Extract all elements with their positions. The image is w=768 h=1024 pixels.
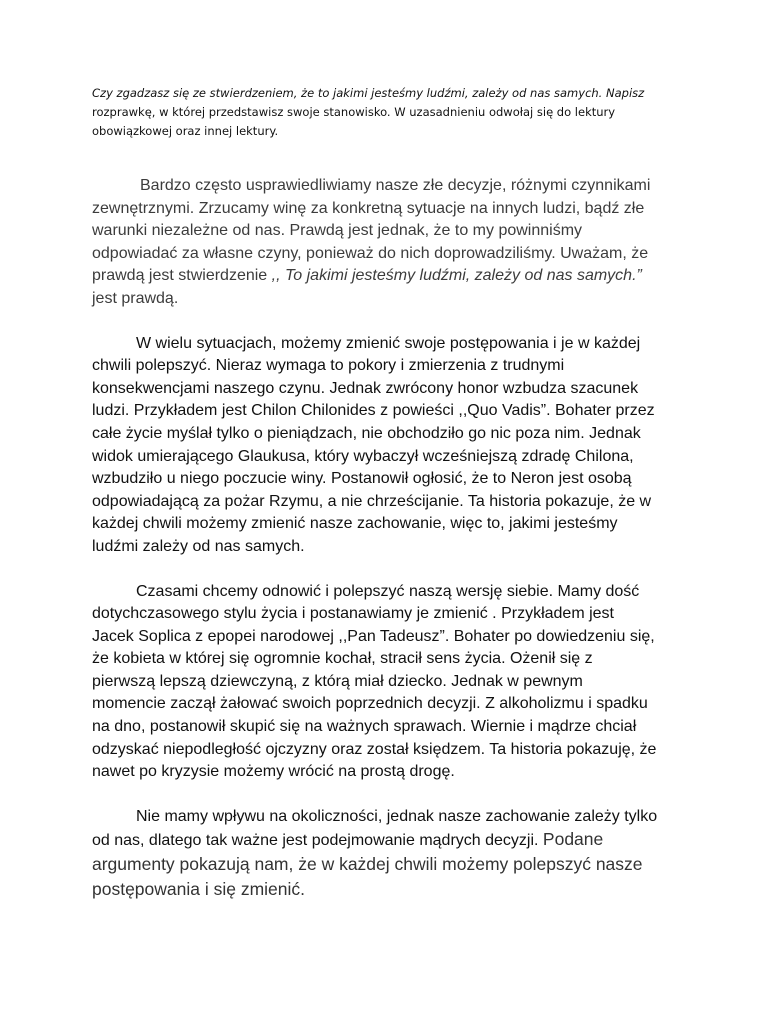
intro-text: Bardzo często usprawiedliwiamy nasze złe decyzje, różnymi czynnikami zewnętrznymi. Zrzucamy winę za konkretną sytuacje na innych ludzi, bądź złe warunki niezależne od nas. Prawdą jest jednak, że to my powinniśmy odpowiadać za własne czyny, ponieważ do nich doprowadziliśmy. Uważam, że prawdą jest stwierdzenie [92,177,651,285]
essay-body [92,175,658,902]
essay-prompt [92,84,658,141]
argument-1-text: W wielu sytuacjach, możemy zmienić swoje postępowania i je w każdej chwili polepszyć. Nieraz wymaga to pokory i zmierzenia z trudnymi konsekwencjami naszego czynu. Jednak zwrócony honor wzbudza szacunek ludzi. Przykładem jest Chilon Chilonides z powieści ,,Quo Vadis”. Bohater przez całe życie myślał tylko o pieniądzach, nie obchodziło go nic poza nim. Jednak widok umierającego Glaukusa, który wybaczył wcześniejszą zdradę Chilona, wzbudziło u niego poczucie winy. Postanowił ogłosić, że to Neron jest osobą odpowiadającą za pożar Rzymu, a nie chrześcijanie. Ta historia pokazuje, że w każdej chwili możemy zmienić nasze zachowanie, więc to, jakimi jesteśmy ludźmi zależy od nas samych. [92,334,655,555]
essay-paragraph-argument-2 [92,581,658,784]
prompt-text: rozprawkę, w której przedstawisz swoje stanowisko. W uzasadnieniu odwołaj się do lektury obowiązkowej oraz innej lektury. [92,105,616,138]
essay-paragraph-intro [92,175,658,311]
essay-paragraph-conclusion [92,806,658,902]
conclusion-larger-text: Podane argumenty pokazują nam, że w każdej chwili możemy polepszyć nasze postępowania i się zmienić. [92,829,643,899]
conclusion-text: Nie mamy wpływu na okoliczności, jednak nasze zachowanie zależy tylko od nas, dlatego tak ważne jest podejmowanie mądrych decyzji. [92,807,658,850]
document-page [92,84,658,913]
intro-end: jest prawdą. [92,289,179,307]
prompt-italic-text: Czy zgadzasz się ze stwierdzeniem, że to jakimi jesteśmy ludźmi, zależy od nas samych. Napisz [92,86,645,100]
intro-quote: ,, To jakimi jesteśmy ludźmi, zależy od nas samych.” [271,267,642,285]
argument-2-text: Czasami chcemy odnowić i polepszyć naszą wersję siebie. Mamy dość dotychczasowego stylu życia i postanawiamy je zmienić . Przykładem jest Jacek Soplica z epopei narodowej ,,Pan Tadeusz”. Bohater po dowiedzeniu się, że kobieta w której się ogromnie kochał, stracił sens życia. Ożenił się z pierwszą lepszą dziewczyną, z którą miał dziecko. Jednak w pewnym momencie zaczął żałować swoich poprzednich decyzji. Z alkoholizmu i spadku na dno, postanowił skupić się na ważnych sprawach. Wiernie i mądrze chciał odzyskać niepodległość ojczyzny oraz został księdzem. Ta historia pokazuję, że nawet po kryzysie możemy wrócić na prostą drogę. [92,582,657,781]
essay-paragraph-argument-1 [92,333,658,559]
